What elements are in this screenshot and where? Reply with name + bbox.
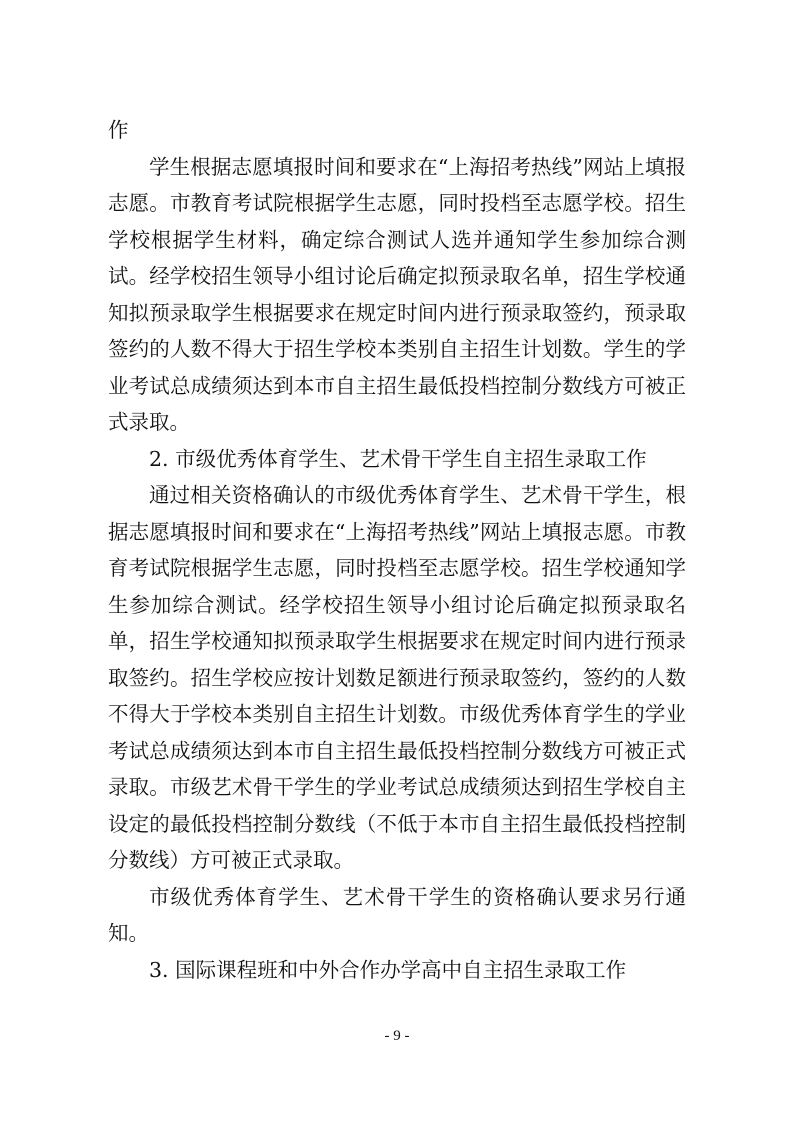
paragraph-admission-process: 学生根据志愿填报时间和要求在“上海招考热线”网站上填报志愿。市教育考试院根据学生志愿，同时投档至志愿学校。招生学校根据学生材料，确定综合测试人选并通知学生参加综合测试。经学校招生领导小组讨论后确定拟预录取名单，招生学校通知拟预录取学生根据要求在规定时间内进行预录取签约，预录取签约的人数不得大于招生学校本类别自主招生计划数。学生的学业考试总成绩须达到本市自主招生最低投档控制分数线方可被正式录取。	[108, 154, 686, 434]
paragraph-sports-arts-admission: 通过相关资格确认的市级优秀体育学生、艺术骨干学生，根据志愿填报时间和要求在“上海招考热线”网站上填报志愿。市教育考试院根据学生志愿，同时投档至志愿学校。招生学校通知学生参加综合测试。经学校招生领导小组讨论后确定拟预录取名单，招生学校通知拟预录取学生根据要求在规定时间内进行预录取签约。招生学校应按计划数足额进行预录取签约，签约的人数不得大于学校本类别自主招生计划数。市级优秀体育学生的学业考试总成绩须达到本市自主招生最低投档控制分数线方可被正式录取。市级艺术骨干学生的学业考试总成绩须达到招生学校自主设定的最低投档控制分数线（不低于本市自主招生最低投档控制分数线）方可被正式录取。	[108, 483, 686, 872]
paragraph-continuation: 作	[108, 118, 129, 142]
document-body	[108, 112, 686, 988]
section-heading-3: 3. 国际课程班和中外合作办学高中自主招生录取工作	[149, 957, 627, 982]
section-heading-2: 2. 市级优秀体育学生、艺术骨干学生自主招生录取工作	[149, 446, 647, 471]
paragraph-qualification-notice: 市级优秀体育学生、艺术骨干学生的资格确认要求另行通知。	[108, 884, 686, 945]
page-number: - 9 -	[384, 1028, 410, 1044]
